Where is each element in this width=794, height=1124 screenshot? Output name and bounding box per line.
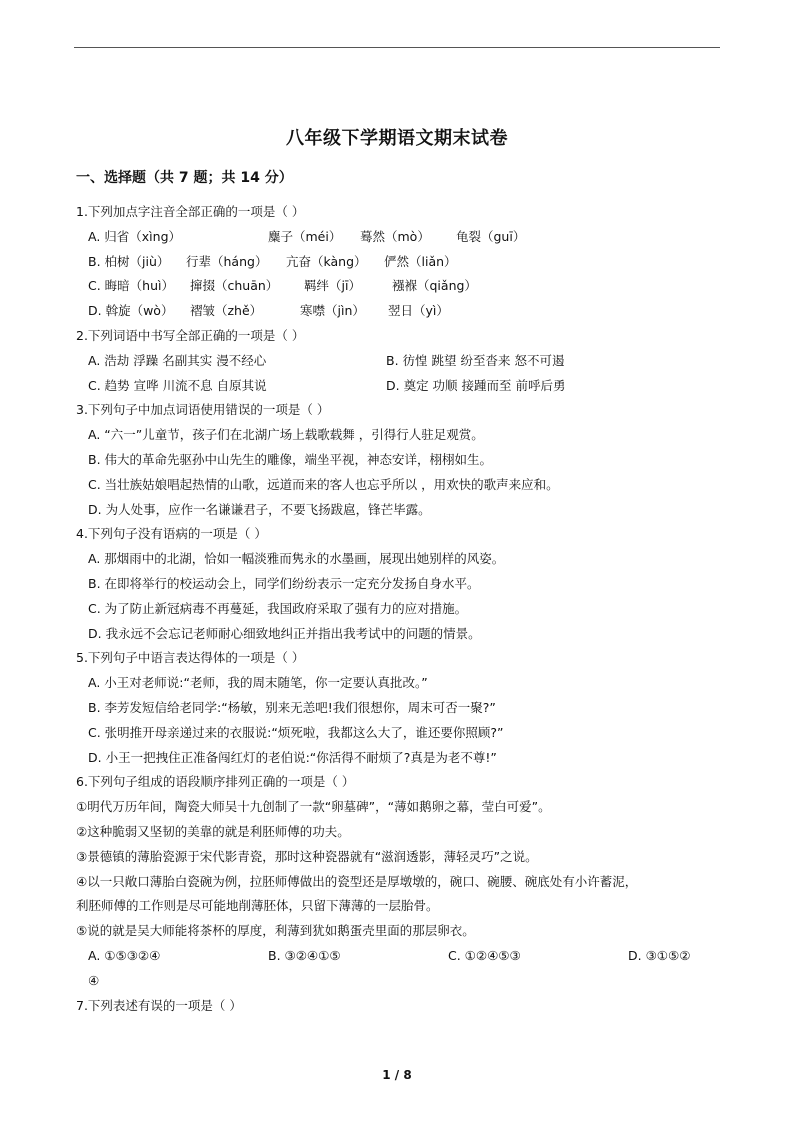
question-5-option-a[interactable]: A. 小王对老师说:“老师，我的周末随笔，你一定要认真批改。” [88, 675, 428, 691]
question-4-stem: 4.下列句子没有语病的一项是（ ） [76, 526, 267, 542]
question-1-option-a[interactable] [76, 225, 726, 250]
header-rule [74, 47, 720, 48]
question-2-stem: 2.下列词语中书写全部正确的一项是（ ） [76, 327, 305, 343]
question-1-stem: 1.下列加点字注音全部正确的一项是（ ） [76, 204, 305, 219]
question-4-option-a[interactable]: A. 那烟雨中的北湖，恰如一幅淡雅而隽永的水墨画，展现出她别样的风姿。 [88, 551, 505, 567]
option-cell: 襁褓（qiǎng） [392, 278, 477, 294]
option-cell: 翌日（yì） [388, 303, 449, 319]
question-5-stem: 5.下列句子中语言表达得体的一项是（ ） [76, 650, 305, 666]
question-6-options [76, 944, 726, 969]
question-2-options-ab [76, 349, 726, 374]
option-cell: 亢奋（kàng） [286, 253, 367, 269]
option-cell: A. 归省（xìng） [88, 228, 182, 244]
option-cell: C. 晦暗（huì） [88, 278, 174, 294]
question-6-sentence-2: ②这种脆弱又坚韧的美靠的就是利胚师傅的功夫。 [76, 823, 350, 839]
question-6-option-a[interactable]: A. ①⑤③②④ [88, 947, 161, 963]
question-5-option-b[interactable]: B. 李芳发短信给老同学:“杨敏，别来无恙吧!我们很想你，周末可否一聚?” [88, 699, 496, 715]
question-6-sentence-4a: ④以一只敞口薄胎白瓷碗为例，拉胚师傅做出的瓷型还是厚墩墩的，碗口、碗腰、碗底处有小许蓄泥， [76, 873, 638, 889]
option-cell: 蓦然（mò） [360, 228, 430, 244]
option-cell: 褶皱（zhě） [190, 303, 263, 319]
option-cell: 行辈（háng） [186, 253, 268, 269]
question-3-option-c[interactable]: C. 当壮族姑娘唱起热情的山歌，远道而来的客人也忘乎所以 ，用欢快的歌声来应和。 [88, 476, 559, 492]
question-6-sentence-4b: 利胚师傅的工作则是尽可能地削薄胚体，只留下薄薄的一层胎骨。 [76, 898, 439, 914]
question-5-option-c[interactable]: C. 张明推开母亲递过来的衣服说:“烦死啦，我都这么大了，谁还要你照顾?” [88, 724, 504, 740]
question-4-option-c[interactable]: C. 为了防止新冠病毒不再蔓延，我国政府采取了强有力的应对措施。 [88, 600, 468, 616]
option-cell: 麋子（méi） [268, 228, 342, 244]
question-5-option-d[interactable]: D. 小王一把拽住正准备闯红灯的老伯说:“你活得不耐烦了?真是为老不尊!” [88, 749, 497, 765]
question-1-option-c[interactable] [76, 274, 726, 299]
question-2-option-a[interactable]: A. 浩劫 浮躁 名副其实 漫不经心 [88, 352, 267, 368]
question-6-sentence-1: ①明代万历年间，陶瓷大师吴十九创制了一款“卵墓碑”，“薄如鹅卵之幕，莹白可爱”。 [76, 799, 551, 815]
option-cell: 羁绊（jī） [304, 278, 361, 294]
question-4-option-b[interactable]: B. 在即将举行的校运动会上，同学们纷纷表示一定充分发扬自身水平。 [88, 575, 480, 591]
question-4-option-d[interactable]: D. 我永远不会忘记老师耐心细致地纠正并指出我考试中的问题的情景。 [88, 625, 481, 641]
question-6-option-d[interactable]: D. ③①⑤② [628, 947, 691, 963]
section-heading: 一、选择题（共 7 题；共 14 分） [76, 170, 293, 186]
page-title: 八年级下学期语文期末试卷 [286, 128, 508, 149]
question-6-option-b[interactable]: B. ③②④①⑤ [268, 947, 341, 963]
question-1-option-b[interactable] [76, 250, 726, 275]
option-cell: D. 斡旋（wò） [88, 303, 174, 319]
questions [76, 200, 726, 1018]
option-cell: 龟裂（guī） [456, 228, 526, 244]
question-6-option-c[interactable]: C. ①②④⑤③ [448, 947, 521, 963]
question-6-sentence-5: ⑤说的就是吴大师能将茶杯的厚度，利薄到犹如鹅蛋壳里面的那层卵衣。 [76, 923, 475, 939]
question-3-option-d[interactable]: D. 为人处事，应作一名谦谦君子，不要飞扬跋扈，锋芒毕露。 [88, 501, 431, 517]
page-number: 1 / 8 [382, 1068, 412, 1082]
question-7-stem: 7.下列表述有误的一项是（ ） [76, 997, 242, 1013]
question-2-option-b[interactable]: B. 彷惶 跳望 纷至沓来 怒不可遏 [386, 352, 565, 368]
option-cell: 寒噤（jìn） [300, 303, 365, 319]
question-2-option-d[interactable]: D. 奠定 功顺 接踵而至 前呼后勇 [386, 377, 566, 393]
question-6-sentence-3: ③景德镇的薄胎瓷源于宋代影青瓷，那时这种瓷器就有“滋润透影，薄轻灵巧”之说。 [76, 848, 538, 864]
question-3-option-a[interactable]: A. “六一”儿童节，孩子们在北湖广场上载歌载舞 ，引得行人驻足观赏。 [88, 427, 484, 443]
question-1-option-d[interactable] [76, 299, 726, 324]
option-cell: B. 柏树（jiù） [88, 253, 170, 269]
question-6-stem: 6.下列句子组成的语段顺序排列正确的一项是（ ） [76, 774, 355, 790]
question-6-option-d-wrap: ④ [88, 972, 100, 988]
question-2-option-c[interactable]: C. 趋势 宣哗 川流不息 自原其说 [88, 377, 267, 393]
option-cell: 俨然（liǎn） [384, 253, 457, 269]
question-3-stem: 3.下列句子中加点词语使用错误的一项是（ ） [76, 402, 330, 418]
question-3-option-b[interactable]: B. 伟大的革命先驱孙中山先生的雕像，端坐平视，神态安详，栩栩如生。 [88, 451, 493, 467]
question-2-options-cd [76, 374, 726, 399]
option-cell: 撺掇（chuān） [190, 278, 279, 294]
